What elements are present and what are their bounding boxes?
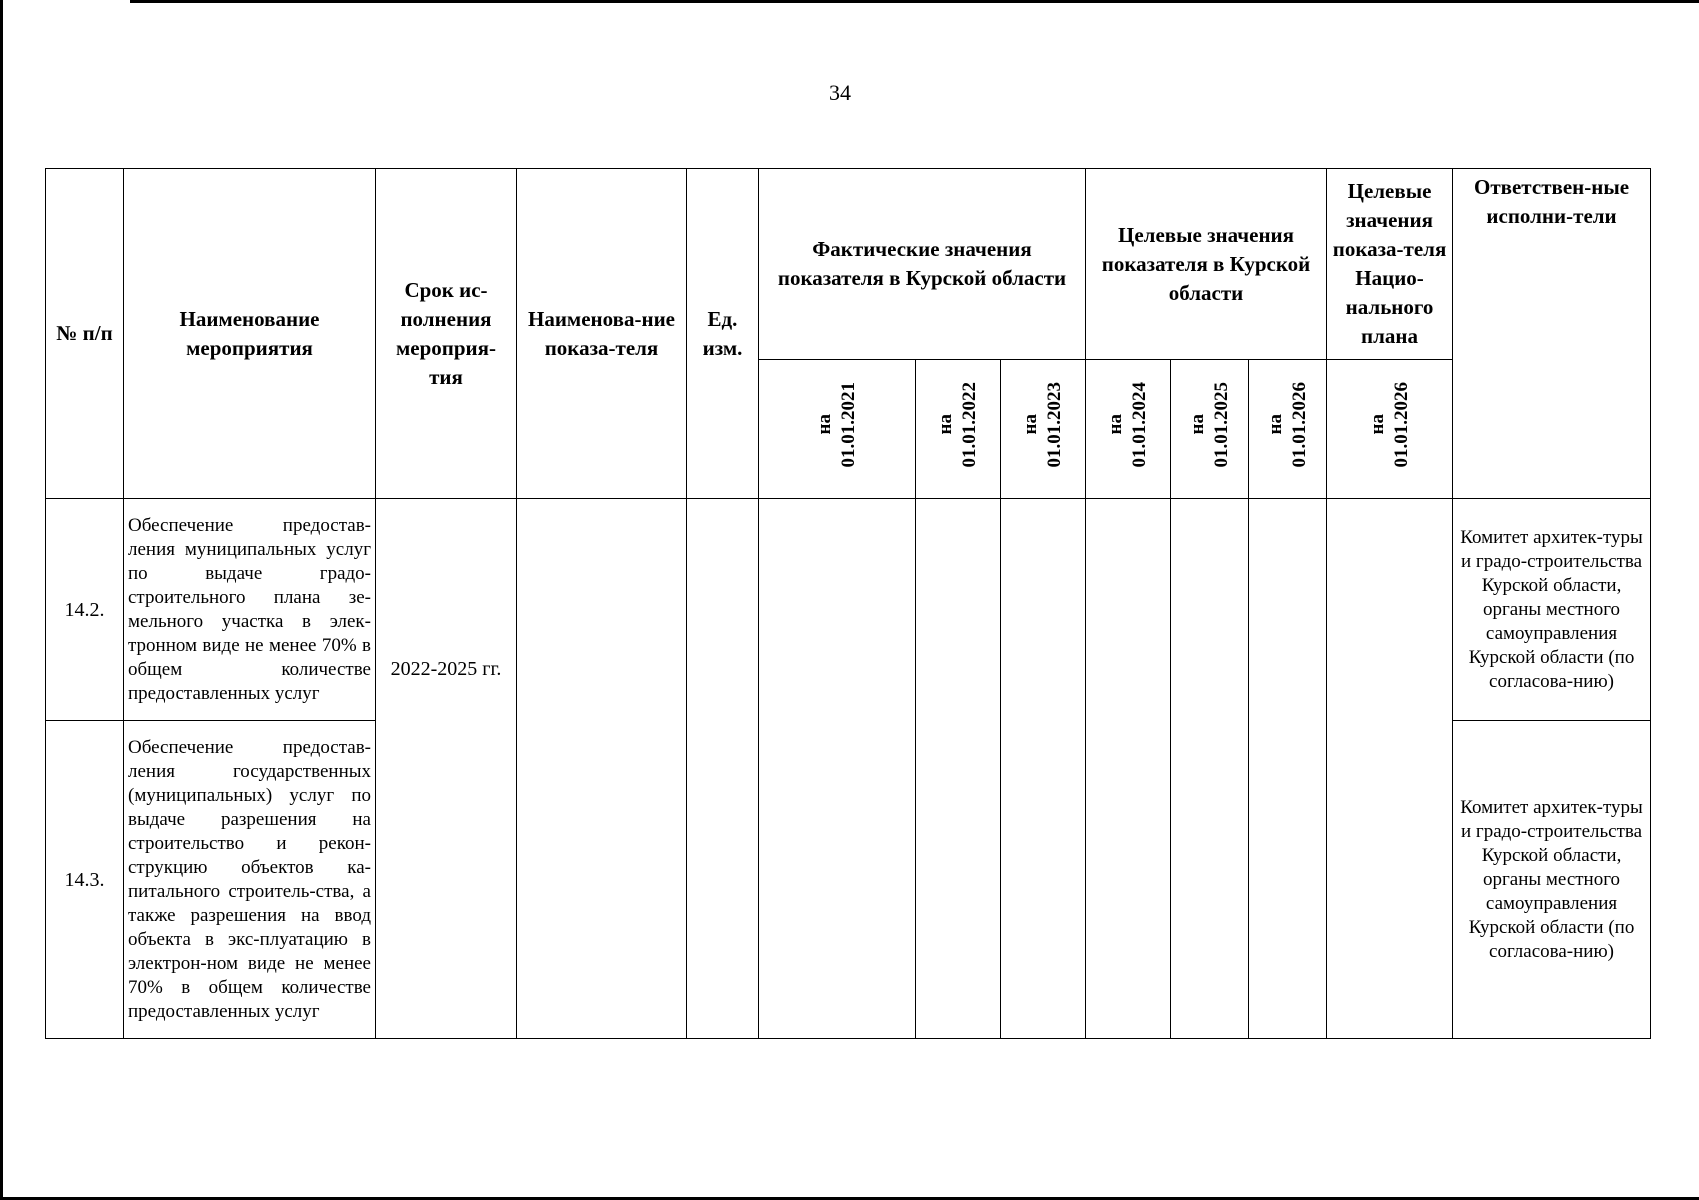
value-cell: [1001, 499, 1086, 1039]
header-actual-values: Фактические значения показателя в Курской области: [759, 169, 1086, 360]
indicator-cell: [517, 499, 687, 1039]
event-name: Обеспечение предостав-ления муниципальных услуг по выдаче градо-строительного плана зе-мельного участка в элек-тронном виде не менее 70% в общем количестве предоставленных услуг: [124, 499, 376, 721]
header-indicator: Наименова-ние показа-теля: [517, 169, 687, 499]
value-cell: [1249, 499, 1327, 1039]
value-cell: [1327, 499, 1453, 1039]
table-row: [46, 499, 1651, 721]
date-col-2024: на 01.01.2024: [1086, 360, 1171, 499]
header-num: № п/п: [46, 169, 124, 499]
responsible-executors: Комитет архитек-туры и градо-строительства Курской области, органы местного самоуправления Курской области (по согласова-нию): [1453, 721, 1651, 1039]
date-col-2023: на 01.01.2023: [1001, 360, 1086, 499]
header-row-1: [46, 169, 1651, 360]
date-col-2021: на 01.01.2021: [759, 360, 916, 499]
scan-edge-left: [0, 0, 3, 1200]
header-event: Наименование мероприятия: [124, 169, 376, 499]
row-number: 14.2.: [46, 499, 124, 721]
value-cell: [1171, 499, 1249, 1039]
row-number: 14.3.: [46, 721, 124, 1039]
measures-table: [45, 168, 1651, 1039]
header-responsible: Ответствен-ные исполни-тели: [1453, 169, 1651, 499]
header-target-values: Целевые значения показателя в Курской области: [1086, 169, 1327, 360]
responsible-executors: Комитет архитек-туры и градо-строительства Курской области, органы местного самоуправления Курской области (по согласова-нию): [1453, 499, 1651, 721]
execution-term: 2022-2025 гг.: [376, 499, 517, 1039]
header-unit: Ед. изм.: [687, 169, 759, 499]
date-col-2022: на 01.01.2022: [916, 360, 1001, 499]
date-col-2025: на 01.01.2025: [1171, 360, 1249, 499]
unit-cell: [687, 499, 759, 1039]
value-cell: [1086, 499, 1171, 1039]
date-col-2026: на 01.01.2026: [1249, 360, 1327, 499]
scan-edge-top: [130, 0, 1699, 3]
event-name: Обеспечение предостав-ления государственных (муниципальных) услуг по выдаче разрешения на строительство и рекон-струкцию объектов ка-питального строитель-ства, а также разрешения на ввод объекта в экс-плуатацию в электрон-ном виде не менее 70% в общем количестве предоставленных услуг: [124, 721, 376, 1039]
value-cell: [759, 499, 916, 1039]
value-cell: [916, 499, 1001, 1039]
header-national-target: Целевые значения показа-теля Нацио-нального плана: [1327, 169, 1453, 360]
header-term: Срок ис-полнения мероприя-тия: [376, 169, 517, 499]
date-col-national-2026: на 01.01.2026: [1327, 360, 1453, 499]
page-number: 34: [829, 80, 851, 105]
